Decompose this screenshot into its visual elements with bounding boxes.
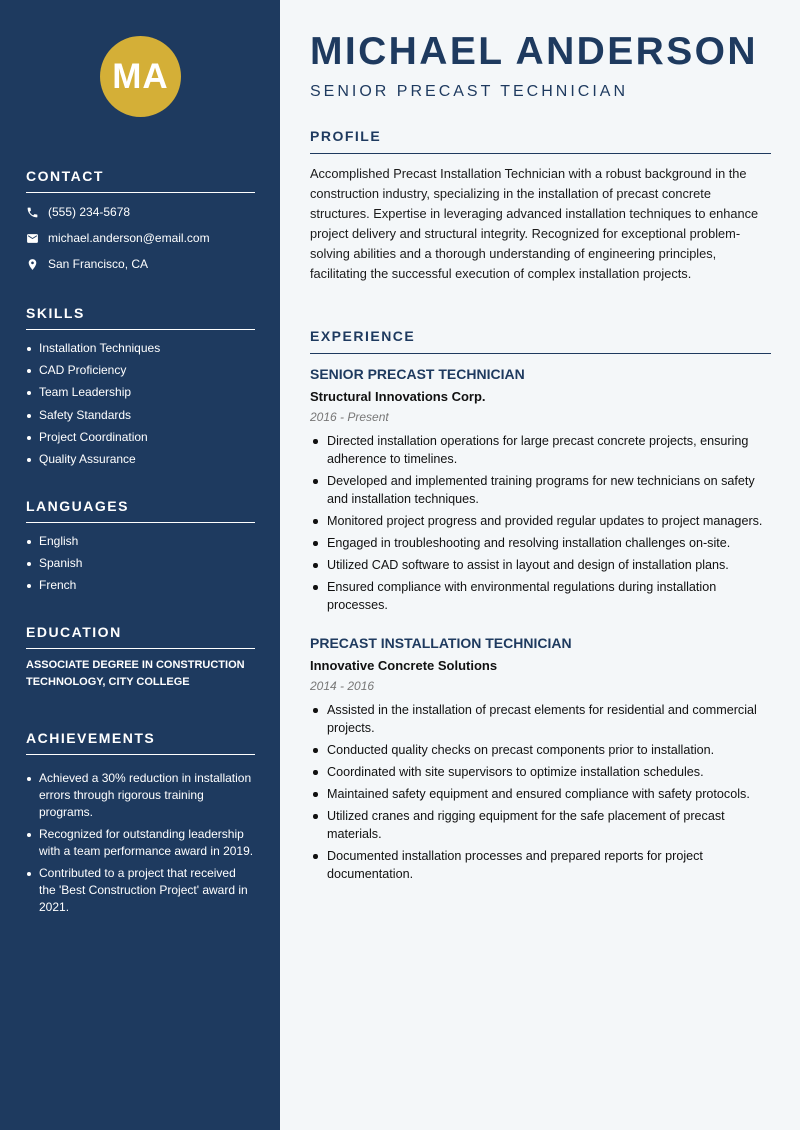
job-dates: 2014 - 2016 xyxy=(310,679,375,693)
education-heading: EDUCATION xyxy=(26,624,255,649)
job-company: Innovative Concrete Solutions xyxy=(310,658,498,673)
profile-heading: PROFILE xyxy=(310,128,771,154)
list-item: Recognized for outstanding leadership with a team performance award in 2019. xyxy=(26,826,255,860)
list-item: Engaged in troubleshooting and resolving installation challenges on-site. xyxy=(310,534,771,552)
contact-email xyxy=(26,225,255,251)
email-icon xyxy=(26,232,39,245)
job-entry xyxy=(310,366,771,618)
list-item: Safety Standards xyxy=(26,407,255,424)
list-item: Documented installation processes and prepared reports for project documentation. xyxy=(310,847,771,883)
list-item: Directed installation operations for large precast concrete projects, ensuring adherence to timelines. xyxy=(310,432,771,468)
list-item: Team Leadership xyxy=(26,384,255,401)
education-degree: ASSOCIATE DEGREE IN CONSTRUCTION TECHNOLOGY, CITY COLLEGE xyxy=(26,659,245,688)
achievements-section xyxy=(26,730,255,921)
profile-text: Accomplished Precast Installation Technician with a robust background in the construction industry, specializing in the installation of precast concrete structures. Expertise in leveraging advanced installation techniques to enhance project delivery and structural integrity. Recognized for exceptional problem-solving abilities and a thorough understanding of engineering principles, facilitating the successful execution of complex installation projects. xyxy=(310,166,759,281)
job-title: SENIOR PRECAST TECHNICIAN xyxy=(310,366,525,382)
list-item: Installation Techniques xyxy=(26,340,255,357)
job-company: Structural Innovations Corp. xyxy=(310,389,486,404)
list-item: Developed and implemented training programs for new technicians on safety and installation techniques. xyxy=(310,472,771,508)
list-item: CAD Proficiency xyxy=(26,362,255,379)
candidate-name: MICHAEL ANDERSON xyxy=(310,30,758,73)
job-bullets xyxy=(310,701,771,883)
languages-list xyxy=(26,533,255,594)
contact-phone xyxy=(26,199,255,225)
list-item: Assisted in the installation of precast elements for residential and commercial projects. xyxy=(310,701,771,737)
list-item: Maintained safety equipment and ensured compliance with safety protocols. xyxy=(310,785,771,803)
job-bullets xyxy=(310,432,771,614)
list-item: Project Coordination xyxy=(26,429,255,446)
list-item: Utilized cranes and rigging equipment for the safe placement of precast materials. xyxy=(310,807,771,843)
list-item: Coordinated with site supervisors to optimize installation schedules. xyxy=(310,763,771,781)
list-item: Utilized CAD software to assist in layout and design of installation plans. xyxy=(310,556,771,574)
contact-section xyxy=(26,168,255,277)
sidebar xyxy=(0,0,280,1130)
phone-icon xyxy=(26,206,39,219)
job-dates: 2016 - Present xyxy=(310,410,389,424)
achievements-list xyxy=(26,770,255,916)
location-text: San Francisco, CA xyxy=(48,257,149,271)
list-item: Achieved a 30% reduction in installation errors through rigorous training programs. xyxy=(26,770,255,821)
experience-heading: EXPERIENCE xyxy=(310,328,771,354)
email-text[interactable]: michael.anderson@email.com xyxy=(48,231,210,245)
avatar: MA xyxy=(100,36,181,117)
location-pin-icon xyxy=(26,258,39,271)
skills-heading: SKILLS xyxy=(26,305,255,330)
job-title: PRECAST INSTALLATION TECHNICIAN xyxy=(310,635,572,651)
list-item: Spanish xyxy=(26,555,255,572)
education-section xyxy=(26,624,255,691)
achievements-heading: ACHIEVEMENTS xyxy=(26,730,255,755)
languages-heading: LANGUAGES xyxy=(26,498,255,523)
list-item: Monitored project progress and provided regular updates to project managers. xyxy=(310,512,771,530)
skills-section xyxy=(26,305,255,473)
list-item: French xyxy=(26,577,255,594)
list-item: Quality Assurance xyxy=(26,451,255,468)
languages-section xyxy=(26,498,255,600)
list-item: Contributed to a project that received the 'Best Construction Project' award in 2021. xyxy=(26,865,255,916)
list-item: Ensured compliance with environmental regulations during installation processes. xyxy=(310,578,771,614)
contact-location xyxy=(26,251,255,277)
job-title-header: SENIOR PRECAST TECHNICIAN xyxy=(310,83,629,100)
list-item: English xyxy=(26,533,255,550)
skills-list xyxy=(26,340,255,468)
contact-heading: CONTACT xyxy=(26,168,255,193)
list-item: Conducted quality checks on precast components prior to installation. xyxy=(310,741,771,759)
job-entry xyxy=(310,635,771,887)
phone-text: (555) 234-5678 xyxy=(48,205,131,219)
